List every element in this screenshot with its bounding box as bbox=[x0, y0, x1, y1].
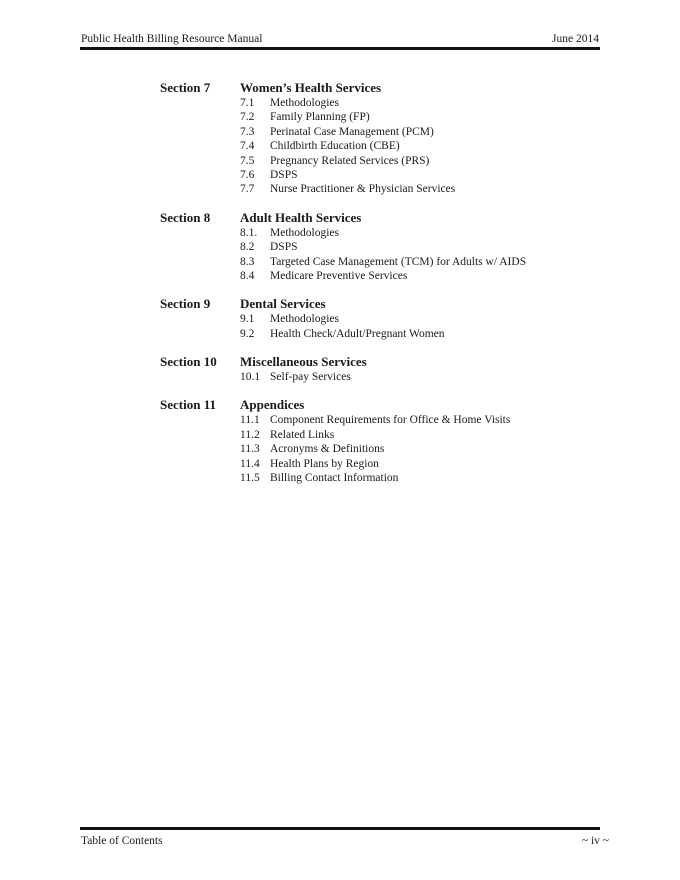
entry-number: 10.1 bbox=[240, 371, 261, 384]
toc-section bbox=[160, 79, 600, 197]
toc-entry bbox=[240, 370, 600, 384]
toc-entry bbox=[240, 413, 600, 427]
entry-label: Self-pay Services bbox=[270, 371, 351, 384]
header-title: Public Health Billing Resource Manual bbox=[81, 33, 263, 45]
entry-label: Nurse Practitioner & Physician Services bbox=[270, 183, 456, 196]
entry-label: Methodologies bbox=[270, 313, 339, 326]
toc-entry bbox=[240, 269, 600, 283]
page-number: ~ iv ~ bbox=[581, 835, 609, 847]
entry-number: 11.3 bbox=[240, 443, 260, 456]
entry-number: 11.4 bbox=[240, 457, 260, 470]
section-number: Section 7 bbox=[160, 80, 211, 95]
toc-entry bbox=[240, 96, 600, 110]
entry-label: Acronyms & Definitions bbox=[270, 443, 385, 456]
toc-entry bbox=[240, 182, 600, 196]
entry-number: 8.4 bbox=[240, 269, 255, 282]
toc-entry bbox=[240, 226, 600, 240]
entry-label: Methodologies bbox=[270, 97, 339, 109]
toc-section bbox=[160, 353, 600, 384]
section-title: Miscellaneous Services bbox=[240, 354, 367, 370]
entry-number: 8.2 bbox=[240, 241, 255, 254]
toc-entry bbox=[240, 471, 600, 485]
header-divider bbox=[80, 47, 600, 50]
toc-section bbox=[160, 209, 600, 284]
entry-number: 7.1 bbox=[240, 97, 255, 109]
toc-entry bbox=[240, 139, 600, 153]
entry-label: Billing Contact Information bbox=[270, 472, 399, 485]
entry-number: 9.2 bbox=[240, 327, 255, 340]
section-body bbox=[240, 79, 600, 197]
section-body bbox=[240, 209, 600, 284]
section-title: Appendices bbox=[240, 397, 305, 413]
entry-number: 7.2 bbox=[240, 111, 255, 124]
toc-entry bbox=[240, 327, 600, 341]
entry-label: Childbirth Education (CBE) bbox=[270, 140, 400, 153]
table-of-contents bbox=[160, 79, 600, 497]
entry-label: DSPS bbox=[270, 241, 298, 254]
toc-entry bbox=[240, 457, 600, 471]
section-number: Section 11 bbox=[160, 397, 216, 413]
section-title: Dental Services bbox=[240, 296, 326, 312]
entry-label: Component Requirements for Office & Home Visits bbox=[270, 414, 511, 427]
entry-label: Family Planning (FP) bbox=[270, 111, 370, 124]
toc-entry bbox=[240, 125, 600, 139]
section-number: Section 8 bbox=[160, 209, 211, 225]
entry-label: Perinatal Case Management (PCM) bbox=[270, 125, 434, 138]
toc-section bbox=[160, 396, 600, 485]
entry-number: 7.3 bbox=[240, 125, 255, 138]
toc-entry bbox=[240, 168, 600, 182]
toc-section bbox=[160, 295, 600, 341]
entry-label: Health Check/Adult/Pregnant Women bbox=[270, 327, 445, 340]
page-footer bbox=[81, 833, 609, 849]
toc-entry bbox=[240, 312, 600, 326]
entry-number: 11.1 bbox=[240, 414, 260, 427]
section-body bbox=[240, 353, 600, 384]
section-number: Section 10 bbox=[160, 354, 217, 370]
toc-entry bbox=[240, 240, 600, 254]
entry-number: 9.1 bbox=[240, 313, 255, 326]
toc-entry bbox=[240, 428, 600, 442]
footer-divider bbox=[80, 827, 600, 830]
entry-label: Medicare Preventive Services bbox=[270, 269, 408, 282]
entry-number: 7.4 bbox=[240, 140, 255, 153]
entry-label: Methodologies bbox=[270, 226, 339, 239]
section-number: Section 9 bbox=[160, 296, 211, 312]
entry-label: Targeted Case Management (TCM) for Adults w/ AIDS bbox=[270, 255, 527, 268]
footer-label: Table of Contents bbox=[81, 835, 163, 847]
entry-label: Related Links bbox=[270, 428, 335, 441]
entry-number: 11.2 bbox=[240, 428, 260, 441]
entry-label: Health Plans by Region bbox=[270, 457, 379, 470]
entry-label: DSPS bbox=[270, 168, 298, 181]
entry-number: 7.7 bbox=[240, 183, 255, 196]
entry-label: Pregnancy Related Services (PRS) bbox=[270, 154, 430, 167]
entry-number: 8.1. bbox=[240, 226, 258, 239]
header-date: June 2014 bbox=[552, 33, 599, 45]
entry-number: 8.3 bbox=[240, 255, 255, 268]
entry-number: 7.5 bbox=[240, 154, 255, 167]
section-body bbox=[240, 295, 600, 341]
section-body bbox=[240, 396, 600, 485]
toc-entry bbox=[240, 110, 600, 124]
toc-entry bbox=[240, 255, 600, 269]
entry-number: 7.6 bbox=[240, 168, 255, 181]
section-title: Women’s Health Services bbox=[240, 80, 382, 95]
section-title: Adult Health Services bbox=[240, 209, 362, 225]
entry-number: 11.5 bbox=[240, 472, 260, 485]
toc-entry bbox=[240, 154, 600, 168]
page-header bbox=[81, 31, 599, 47]
toc-entry bbox=[240, 442, 600, 456]
